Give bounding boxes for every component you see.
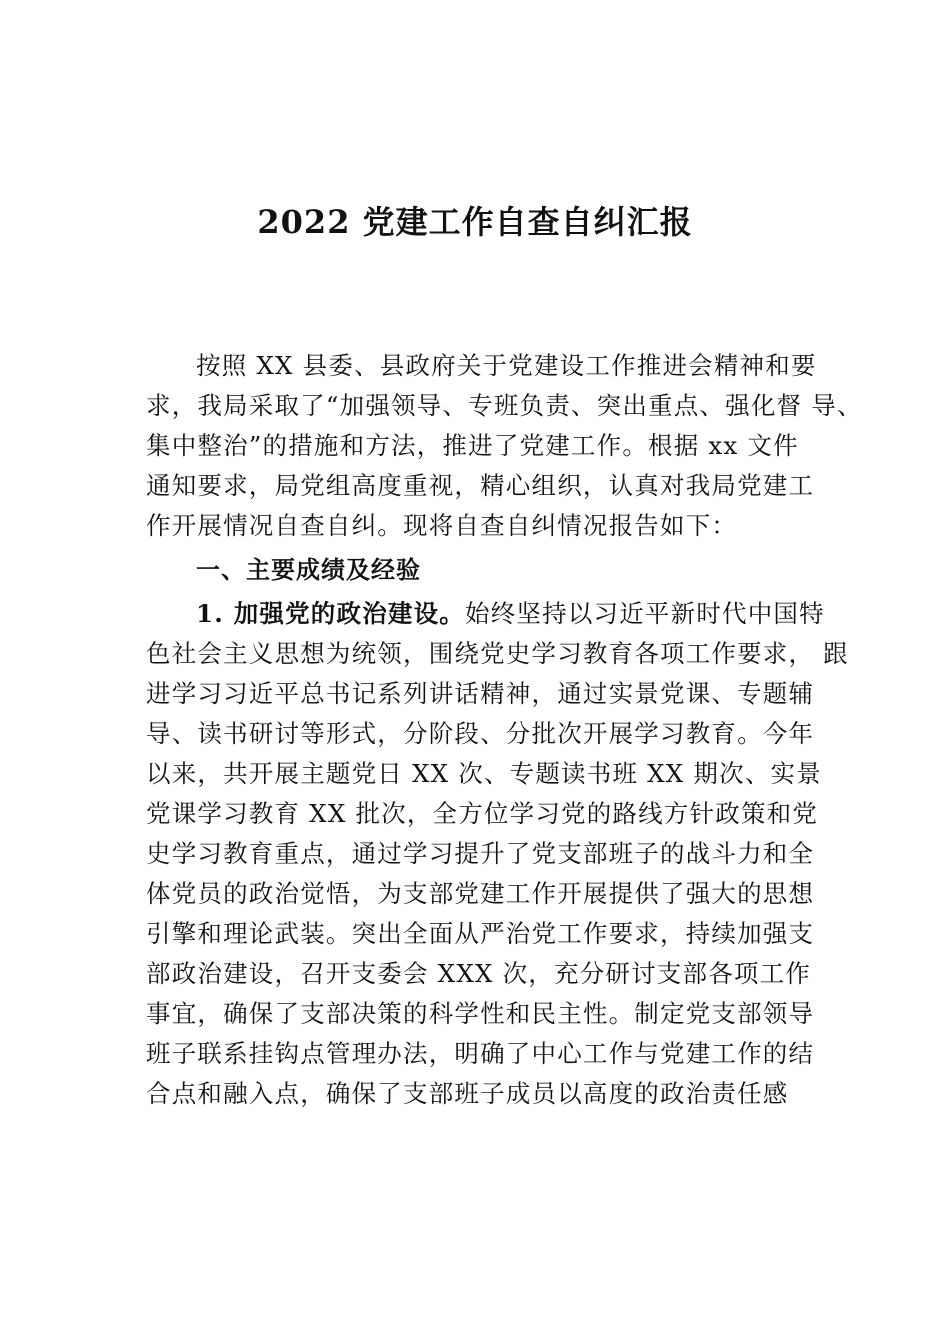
item1-line-6: 党课学习教育 XX 批次，全方位学习党的路线方针政策和党 xyxy=(146,799,819,828)
item1-first-line-text: 始终坚持以习近平新时代中国特 xyxy=(465,599,825,628)
section-heading-1: 一、主要成绩及经验 xyxy=(196,556,421,584)
item1-first-line xyxy=(196,594,826,634)
intro-line-5: 作开展情况自查自纠。现将自查自纠情况报告如下： xyxy=(146,511,738,540)
item1-line-11: 事宜，确保了支部决策的科学性和民主性。制定党支部领导 xyxy=(146,999,815,1028)
item1-line-9: 引擎和理论武装。突出全面从严治党工作要求，持续加强支 xyxy=(146,919,815,948)
intro-line-1: 按照 XX 县委、县政府关于党建设工作推进会精神和要 xyxy=(196,351,817,380)
item1-line-7: 史学习教育重点，通过学习提升了党支部班子的战斗力和全 xyxy=(146,839,815,868)
document-title: 2022 党建工作自查自纠汇报 xyxy=(257,203,693,241)
item1-label: 1. 加强党的政治建设。 xyxy=(196,599,466,628)
intro-line-3: 集中整治”的措施和方法，推进了党建工作。根据 xx 文件 xyxy=(146,431,799,460)
item1-line-5: 以来，共开展主题党日 XX 次、专题读书班 XX 期次、实景 xyxy=(146,759,822,788)
item1-line-8: 体党员的政治觉悟，为支部党建工作开展提供了强大的思想 xyxy=(146,879,815,908)
item1-line-12: 班子联系挂钩点管理办法，明确了中心工作与党建工作的结 xyxy=(146,1039,815,1068)
item1-line-4: 导、读书研讨等形式，分阶段、分批次开展学习教育。今年 xyxy=(146,719,815,748)
item1-line-10: 部政治建设，召开支委会 XXX 次，充分研讨支部各项工作 xyxy=(146,959,811,988)
item1-line-13: 合点和融入点，确保了支部班子成员以高度的政治责任感 xyxy=(146,1079,789,1108)
item1-line-2: 色社会主义思想为统领，围绕党史学习教育各项工作要求， 跟 xyxy=(146,639,849,668)
intro-line-4: 通知要求，局党组高度重视，精心组织，认真对我局党建工 xyxy=(146,471,815,500)
intro-line-2: 求，我局采取了“加强领导、专班负责、突出重点、强化督 导、 xyxy=(146,391,863,420)
item1-line-3: 进学习习近平总书记系列讲话精神，通过实景党课、专题辅 xyxy=(146,679,815,708)
